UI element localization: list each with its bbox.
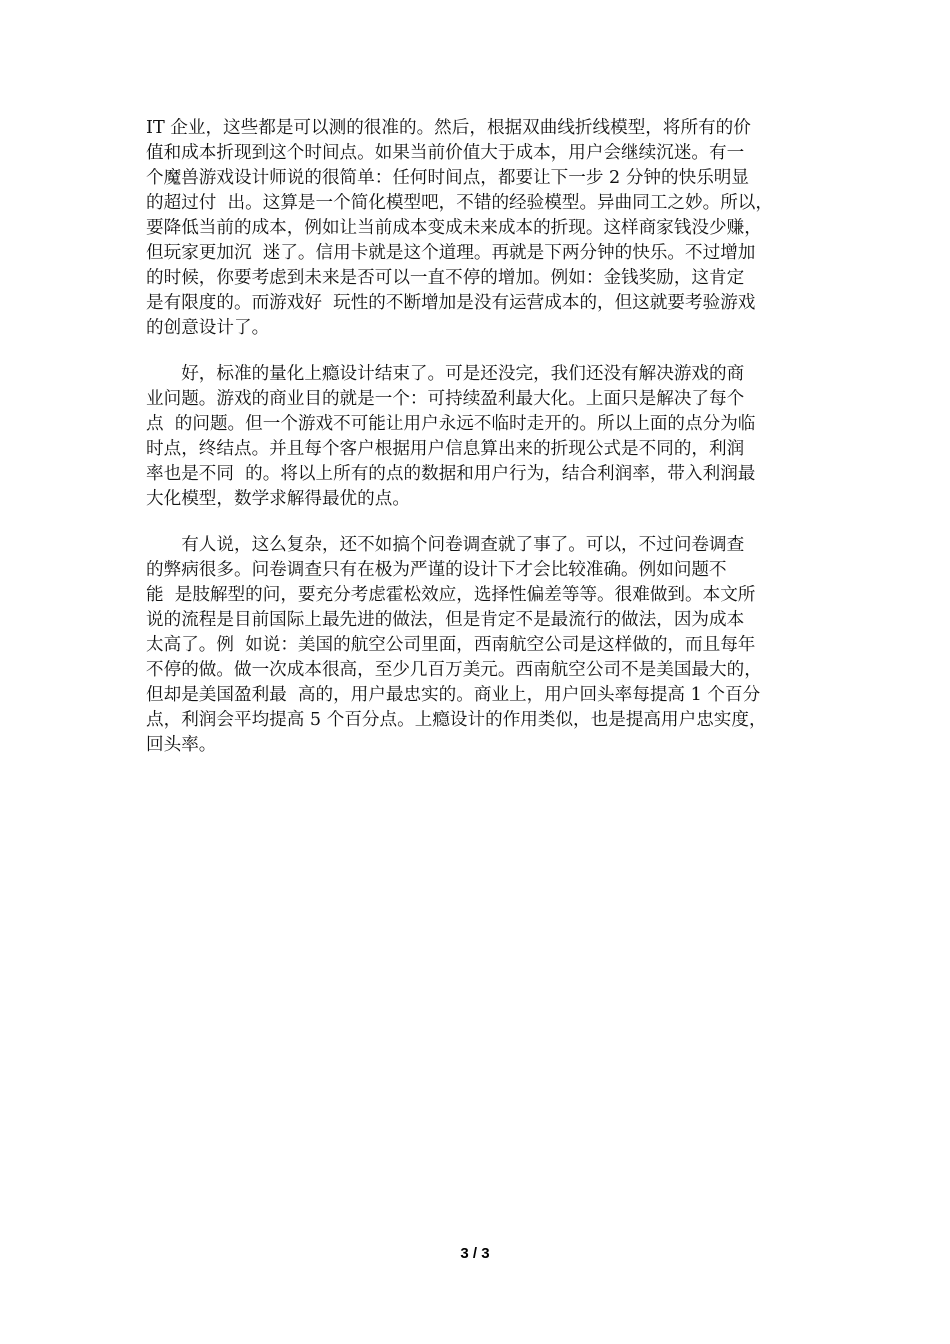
text-line: 个魔兽游戏设计师说的很简单：任何时间点，都要让下一步 2 分钟的快乐明显 [146,168,749,188]
text-line: 要降低当前的成本，例如让当前成本变成未来成本的折现。这样商家钱没少赚， [146,218,762,238]
text-line: 回头率。 [146,735,217,755]
text-line: 好，标准的量化上瘾设计结束了。可是还没完，我们还没有解决游戏的商 [146,364,745,384]
text-line: 大化模型，数学求解得最优的点。 [146,489,410,509]
text-line: 时点，终结点。并且每个客户根据用户信息算出来的折现公式是不同的，利润 [146,439,745,459]
text-line: 但却是美国盈利最 高的，用户最忠实的。商业上，用户回头率每提高 1 个百分 [146,685,761,705]
text-line: 的创意设计了。 [146,318,270,338]
text-line: 说的流程是目前国际上最先进的做法，但是肯定不是最流行的做法，因为成本 [146,610,745,630]
paragraph-1 [146,116,826,341]
text-line: 不停的做。做一次成本很高，至少几百万美元。西南航空公司不是美国最大的， [146,660,762,680]
text-line: 有人说，这么复杂，还不如搞个问卷调查就了事了。可以，不过问卷调查 [146,535,745,555]
text-line: 值和成本折现到这个时间点。如果当前价值大于成本，用户会继续沉迷。有一 [146,143,745,163]
text-line: 的时候，你要考虑到未来是否可以一直不停的增加。例如：金钱奖励，这肯定 [146,268,745,288]
paragraph-3 [146,533,826,758]
text-line: 率也是不同 的。将以上所有的点的数据和用户行为，结合利润率，带入利润最 [146,464,756,484]
text-line: 的超过付 出。这算是一个简化模型吧，不错的经验模型。异曲同工之妙。所以， [146,193,773,213]
text-line: 是有限度的。而游戏好 玩性的不断增加是没有运营成本的，但这就要考验游戏 [146,293,756,313]
text-line: 能 是肢解型的问，要充分考虑霍松效应，选择性偏差等等。很难做到。本文所 [146,585,756,605]
text-line: 的弊病很多。问卷调查只有在极为严谨的设计下才会比较准确。例如问题不 [146,560,727,580]
page-number: 3 / 3 [460,1245,490,1262]
text-line: 太高了。例 如说：美国的航空公司里面，西南航空公司是这样做的，而且每年 [146,635,756,655]
text-line: 业问题。游戏的商业目的就是一个：可持续盈利最大化。上面只是解决了每个 [146,389,745,409]
text-line: 点，利润会平均提高 5 个百分点。上瘾设计的作用类似，也是提高用户忠实度， [146,710,767,730]
paragraph-2 [146,362,826,512]
text-line: 但玩家更加沉 迷了。信用卡就是这个道理。再就是下两分钟的快乐。不过增加 [146,243,756,263]
text-line: IT 企业，这些都是可以测的很准的。然后，根据双曲线折线模型，将所有的价 [146,118,751,138]
text-line: 点 的问题。但一个游戏不可能让用户永远不临时走开的。所以上面的点分为临 [146,414,756,434]
